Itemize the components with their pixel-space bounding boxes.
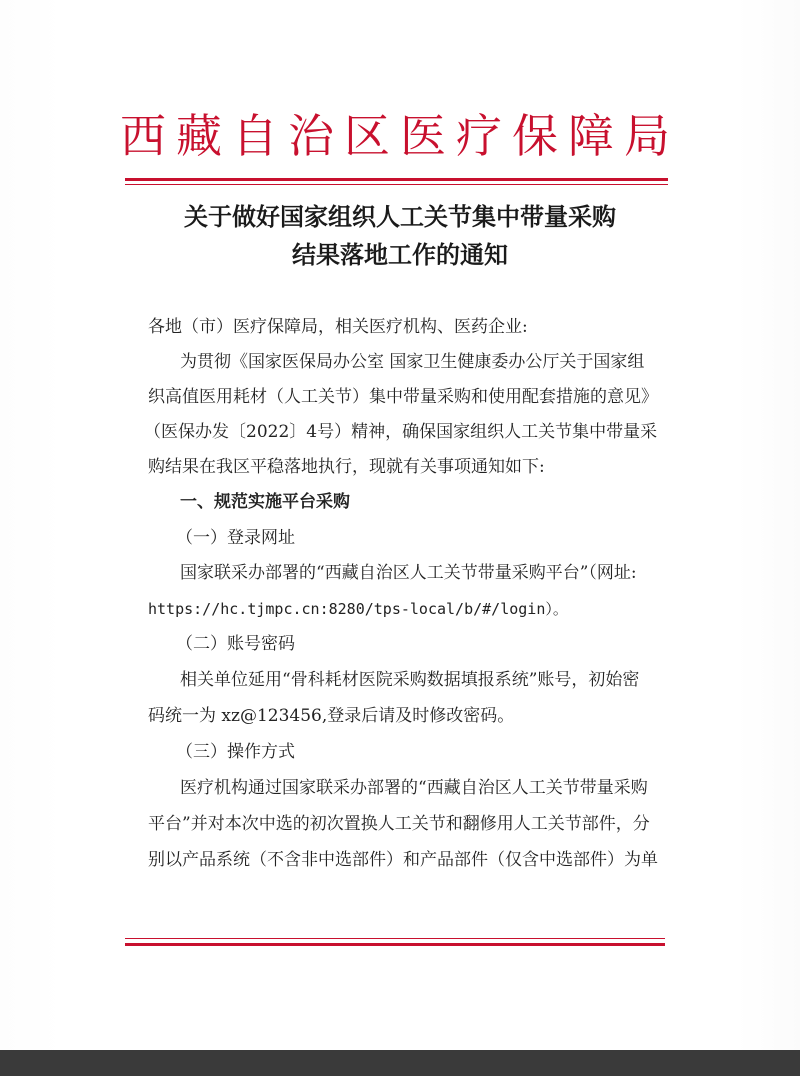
section1-heading: 一、规范实施平台采购 [180, 492, 350, 512]
sub1-line: 国家联采办部署的“西藏自治区人工关节带量采购平台”（网址: [180, 563, 637, 583]
header-red-rule-thin [125, 184, 668, 185]
sub2-heading: （二）账号密码 [176, 634, 295, 654]
footer-red-rule-thick [125, 943, 665, 946]
intro-line: 为贯彻《国家医保局办公室 国家卫生健康委办公厅关于国家组 [180, 352, 645, 372]
sub3-line: 医疗机构通过国家联采办部署的“西藏自治区人工关节带量采购 [180, 778, 648, 798]
sub1-url-line: https://hc.tjmpc.cn:8280/tps-local/b/#/login）。 [148, 600, 568, 618]
intro-line: （医保办发〔2022〕4号）精神，确保国家组织人工关节集中带量采 [144, 422, 658, 442]
notice-title-line1: 关于做好国家组织人工关节集中带量采购 [184, 203, 616, 231]
intro-line: 购结果在我区平稳落地执行，现就有关事项通知如下: [148, 457, 545, 477]
footer-red-rule-thin [125, 938, 665, 939]
intro-line: 织高值医用耗材（人工关节）集中带量采购和使用配套措施的意见》 [148, 387, 658, 407]
header-red-rule-thick [125, 178, 668, 181]
bottom-scanner-bar [0, 1050, 800, 1076]
sub2-line: 码统一为 xz@123456,登录后请及时修改密码。 [148, 706, 515, 726]
sub3-line: 别以产品系统（不含非中选部件）和产品部件（仅含中选部件）为单 [148, 850, 658, 870]
sub3-line: 平台”并对本次中选的初次置换人工关节和翻修用人工关节部件，分 [148, 814, 650, 834]
addressee: 各地（市）医疗保障局，相关医疗机构、医药企业: [148, 317, 528, 337]
sub3-heading: （三）操作方式 [176, 742, 295, 762]
notice-title-line2: 结果落地工作的通知 [292, 241, 508, 269]
sub1-heading: （一）登录网址 [176, 528, 295, 548]
sub2-line: 相关单位延用“骨科耗材医院采购数据填报系统”账号，初始密 [180, 670, 640, 690]
org-header: 西藏自治区医疗保障局 [120, 109, 680, 163]
